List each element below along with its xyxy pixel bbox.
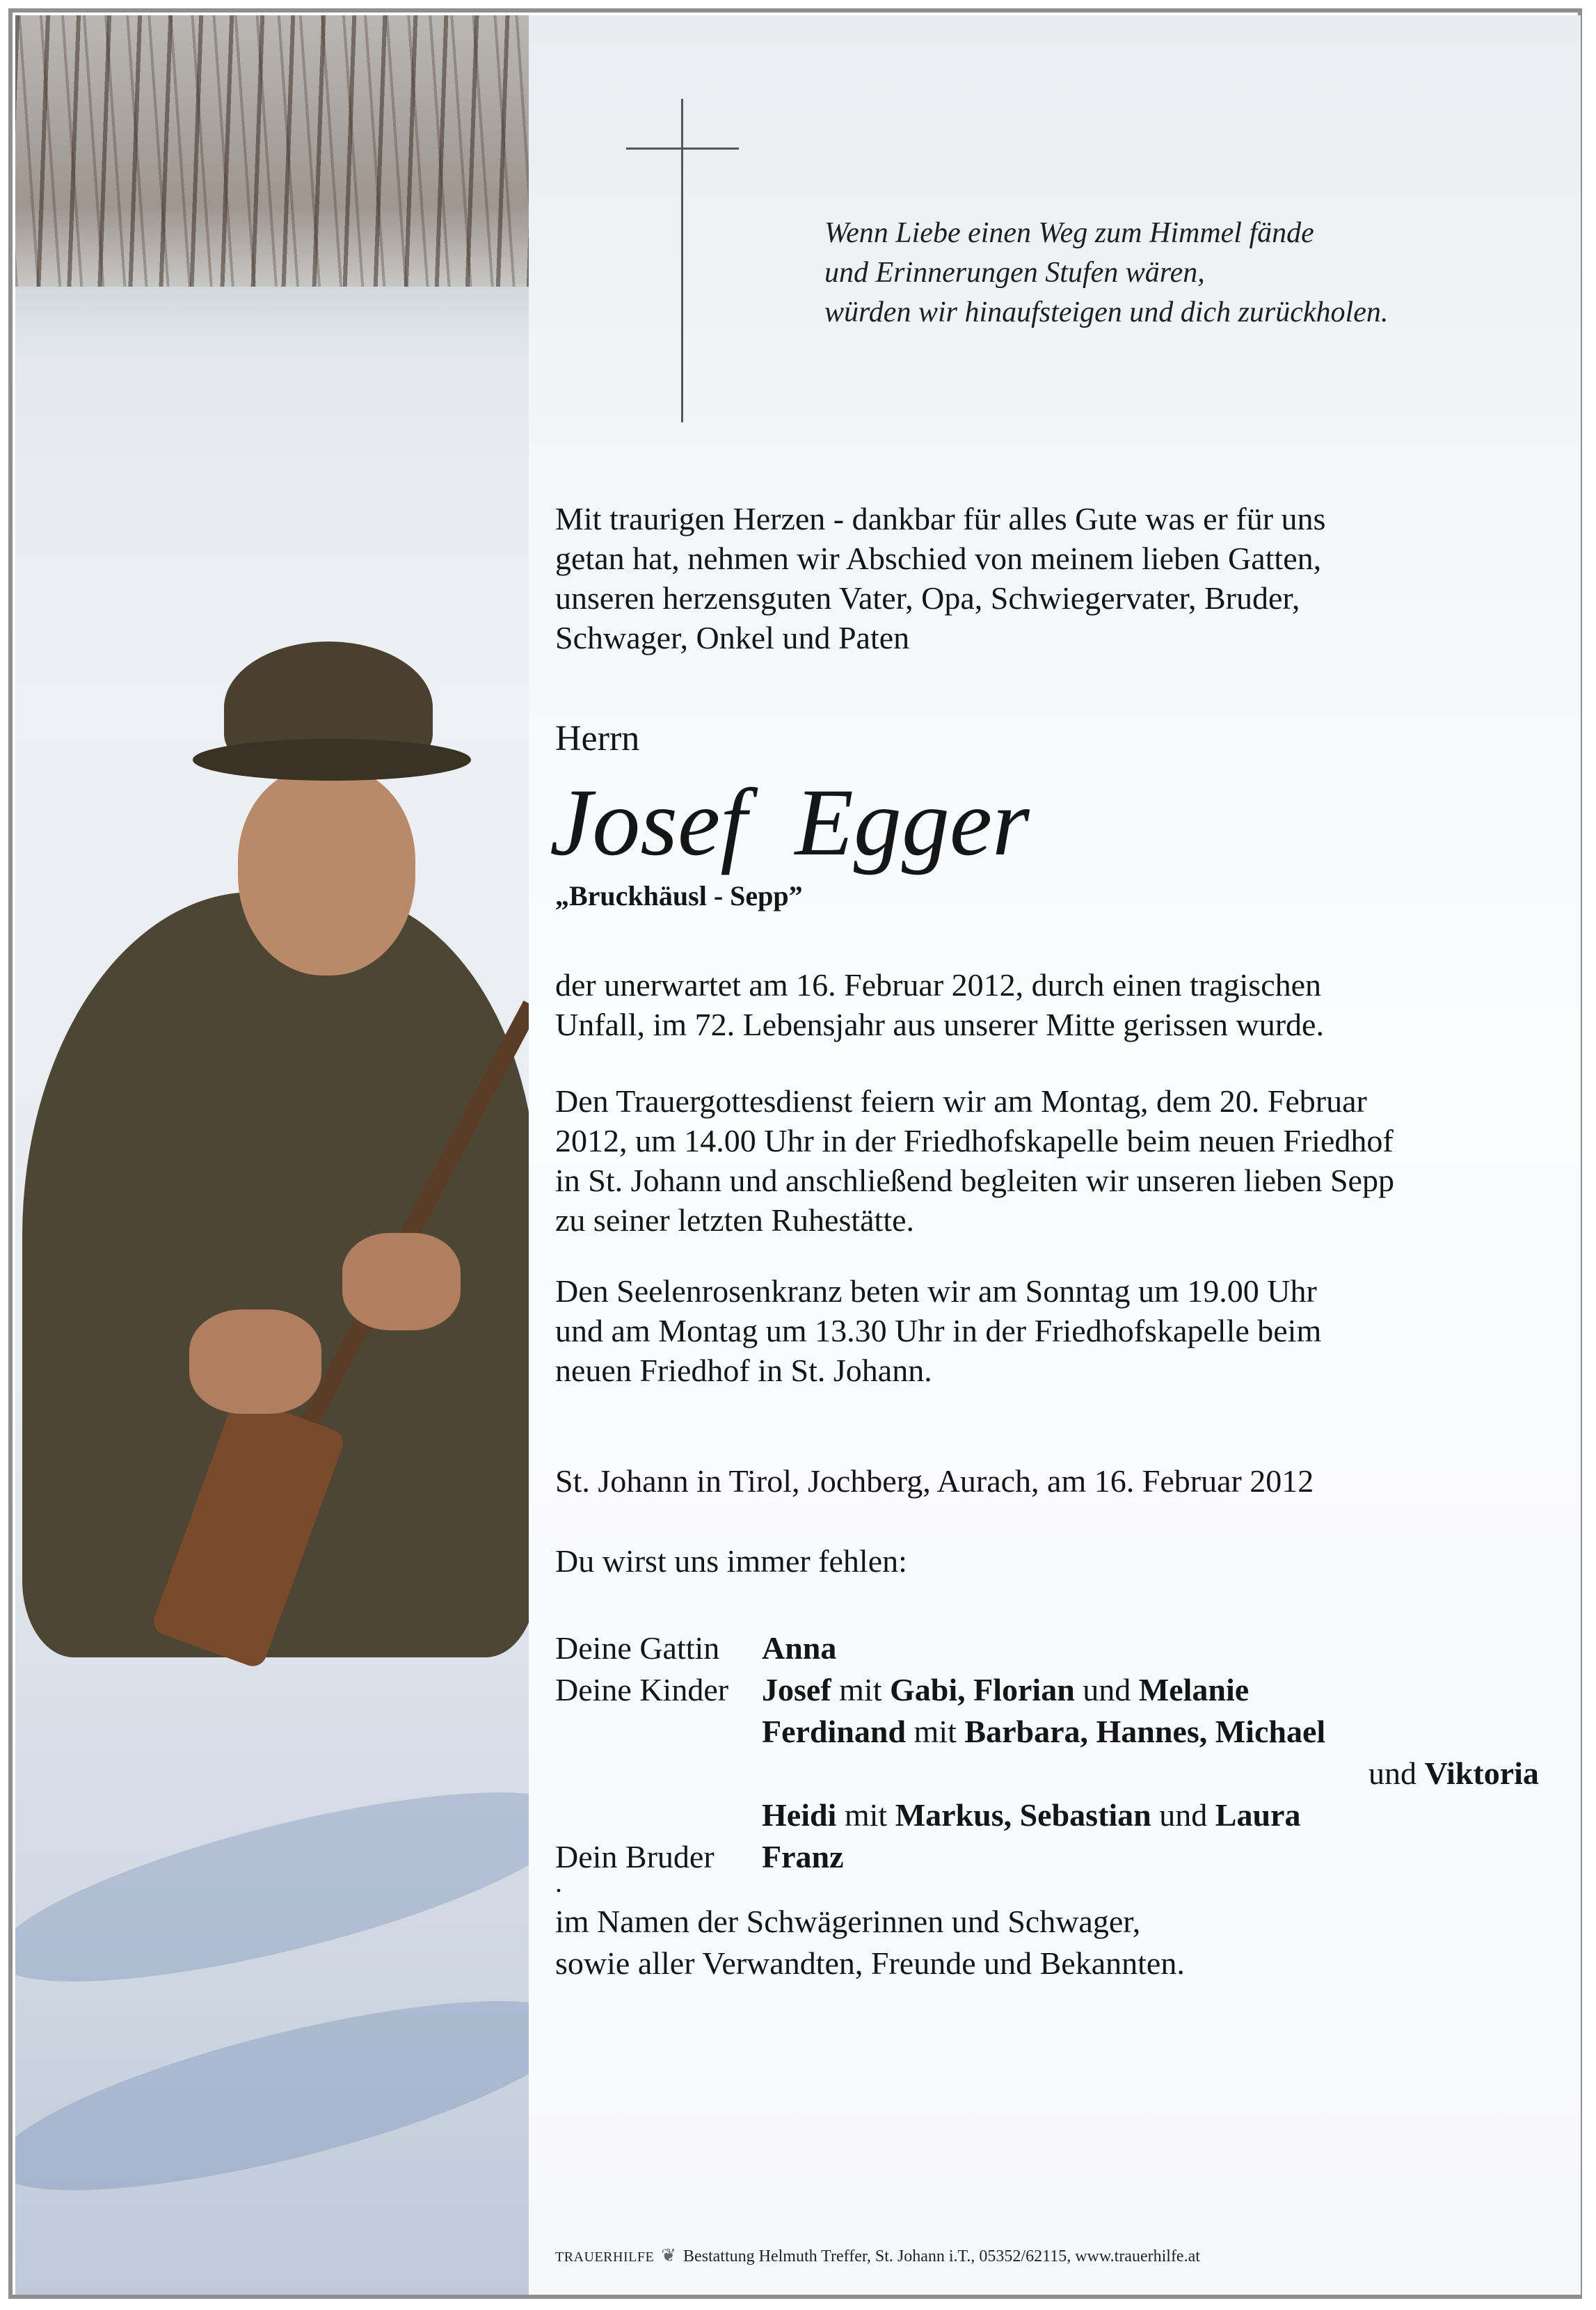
- connector: und: [1159, 1797, 1208, 1833]
- quote-line: Wenn Liebe einen Weg zum Himmel fände: [824, 217, 1314, 249]
- quote-line: würden wir hinaufsteigen und dich zurückholen.: [824, 296, 1389, 328]
- child-family: Melanie: [1138, 1672, 1250, 1707]
- place-date-text: St. Johann in Tirol, Jochberg, Aurach, am 16. Februar 2012: [555, 1463, 1314, 1499]
- footer-text: Bestattung Helmuth Treffer, St. Johann i.T., 05352/62115, www.trauerhilfe.at: [683, 2247, 1200, 2265]
- connector: mit: [839, 1672, 882, 1707]
- obituary-card: [15, 15, 1581, 2295]
- funeral-paragraph: [555, 1081, 1571, 1240]
- footer-brand: TRAUERHILFE: [555, 2249, 655, 2265]
- nickname: „Bruckhäusl - Sepp”: [555, 880, 803, 911]
- connector: mit: [844, 1797, 888, 1833]
- place-date: [555, 1461, 1571, 1501]
- closing-line: sowie aller Verwandten, Freunde und Bekannten.: [555, 1945, 1185, 1981]
- brother-name-text: Franz: [762, 1839, 844, 1874]
- child-row-continued: [1368, 1755, 1539, 1792]
- child-row: [762, 1713, 1325, 1750]
- death-line: Unfall, im 72. Lebensjahr aus unserer Mitte gerissen wurde.: [555, 1007, 1324, 1042]
- child-name: Heidi: [762, 1797, 837, 1833]
- funeral-line: zu seiner letzten Ruhestätte.: [555, 1202, 915, 1238]
- connector: und: [1368, 1755, 1417, 1791]
- separator-dot: .: [555, 1867, 562, 1898]
- hat-brim: [193, 739, 471, 781]
- quote-line: und Erinnerungen Stufen wären,: [824, 257, 1205, 289]
- cross-icon-bar: [626, 148, 739, 150]
- rosary-line: und am Montag um 13.30 Uhr in der Friedhofskapelle beim: [555, 1313, 1322, 1348]
- wife-name: [762, 1630, 836, 1666]
- child-name: Ferdinand: [762, 1714, 907, 1749]
- child-family: Viktoria: [1424, 1755, 1539, 1791]
- person-hand: [189, 1309, 321, 1414]
- portrait-photo: [15, 15, 529, 2295]
- intro-line: unseren herzensguten Vater, Opa, Schwiegervater, Bruder,: [555, 580, 1300, 616]
- leaf-icon: ❦: [661, 2245, 676, 2265]
- children-label: Deine Kinder: [555, 1672, 729, 1707]
- connector: mit: [913, 1714, 957, 1749]
- snow-shadow: [15, 1963, 529, 2229]
- funeral-line: in St. Johann und anschließend begleiten wir unseren lieben Sepp: [555, 1163, 1394, 1198]
- footer: [555, 2245, 1200, 2266]
- wife-name-text: Anna: [762, 1630, 837, 1666]
- funeral-line: 2012, um 14.00 Uhr in der Friedhofskapelle beim neuen Friedhof: [555, 1123, 1394, 1158]
- snow-shadow: [15, 1754, 529, 2021]
- person-hand: [342, 1233, 461, 1330]
- memorial-quote: [824, 214, 1520, 333]
- wife-label: Deine Gattin: [555, 1630, 720, 1666]
- intro-line: getan hat, nehmen wir Abschied von meinem lieben Gatten,: [555, 541, 1322, 576]
- child-family: Markus, Sebastian: [895, 1797, 1151, 1833]
- child-family: Barbara, Hannes, Michael: [964, 1714, 1326, 1749]
- child-family: Laura: [1215, 1797, 1301, 1833]
- child-name: Josef: [762, 1672, 831, 1707]
- rosary-paragraph: [555, 1271, 1571, 1390]
- closing-line: im Namen der Schwägerinnen und Schwager,: [555, 1904, 1141, 1939]
- child-family: Gabi, Florian: [889, 1672, 1075, 1707]
- rosary-line: neuen Friedhof in St. Johann.: [555, 1353, 932, 1388]
- death-line: der unerwartet am 16. Februar 2012, durch einen tragischen: [555, 967, 1322, 1003]
- tree-line: [15, 15, 529, 287]
- connector: und: [1083, 1672, 1131, 1707]
- closing-paragraph: [555, 1901, 1185, 1984]
- deceased-name: Josef Egger: [550, 769, 1030, 875]
- intro-line: Schwager, Onkel und Paten: [555, 620, 910, 655]
- funeral-line: Den Trauergottesdienst feiern wir am Montag, dem 20. Februar: [555, 1083, 1367, 1119]
- salutation: Herrn: [555, 719, 640, 758]
- rosary-line: Den Seelenrosenkranz beten wir am Sonntag um 19.00 Uhr: [555, 1273, 1317, 1309]
- death-paragraph: [555, 965, 1571, 1044]
- brother-name: [762, 1838, 844, 1875]
- child-row: [762, 1797, 1300, 1833]
- brother-label: Dein Bruder: [555, 1839, 715, 1874]
- intro-line: Mit traurigen Herzen - dankbar für alles Gute was er für uns: [555, 501, 1326, 536]
- child-row: [762, 1671, 1249, 1708]
- missed-line: Du wirst uns immer fehlen:: [555, 1543, 907, 1579]
- person-face: [238, 767, 415, 975]
- intro-paragraph: [555, 499, 1571, 658]
